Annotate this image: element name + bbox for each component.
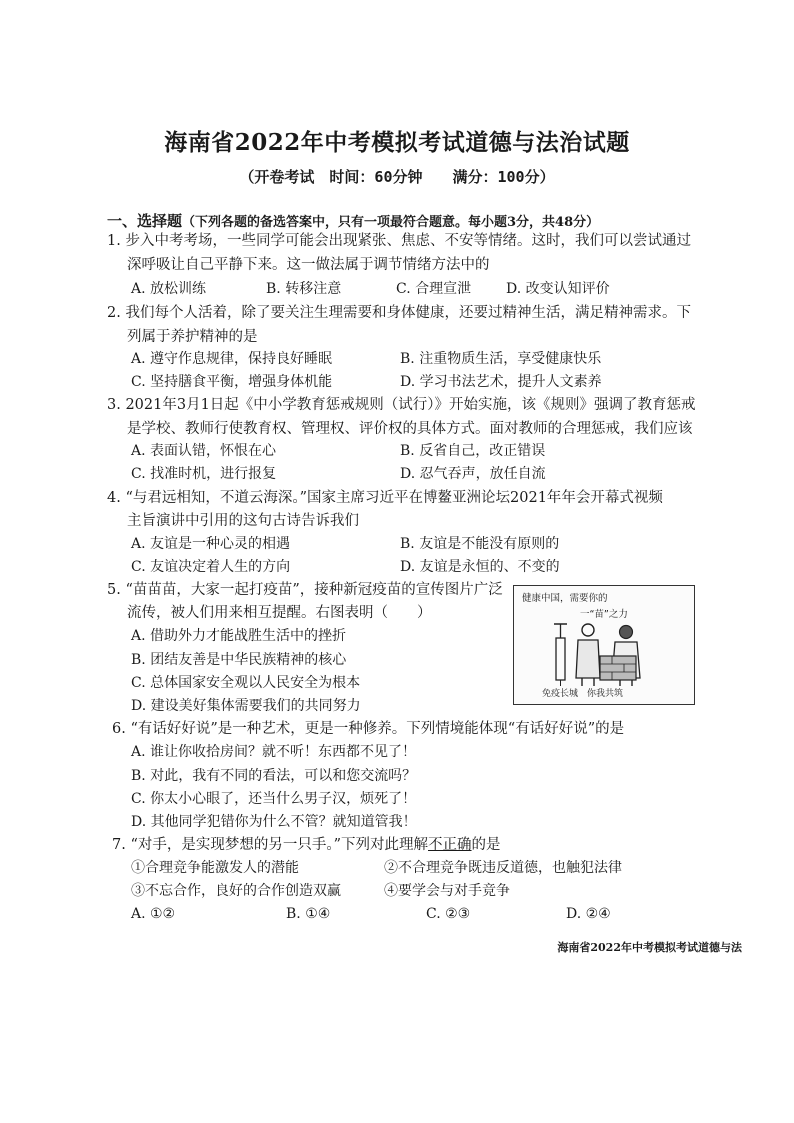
question-text-end: 的是: [471, 837, 501, 853]
poster-caption-bottom: 免疫长城 你我共筑: [542, 689, 624, 699]
statement-3: ③不忘合作，良好的合作创造双赢: [131, 883, 341, 899]
option-b: B. ①④: [286, 906, 331, 922]
question-4-line-2: 主旨演讲中引用的这句古诗告诉我们: [127, 513, 359, 529]
question-number: 1.: [107, 233, 121, 249]
option-c: C. 总体国家安全观以人民安全为根本: [131, 675, 361, 691]
statement-2: ②不合理竞争既违反道德，也触犯法律: [384, 860, 622, 876]
question-text: “有话好好说”是一种艺术，更是一种修养。下列情境能体现“有话好好说”的是: [130, 721, 625, 737]
question-7-line-1: [112, 835, 501, 855]
poster-caption-top: 健康中国，需要你的: [522, 593, 608, 604]
section-heading: [107, 210, 599, 231]
question-1-line-1: [107, 231, 691, 251]
option-b: B. 注重物质生活，享受健康快乐: [400, 351, 602, 367]
question-number: 6.: [112, 721, 126, 737]
question-text: 步入中考考场，一些同学可能会出现紧张、焦虑、不安等情绪。这时，我们可以尝试通过: [125, 233, 691, 249]
option-d: D. 学习书法艺术，提升人文素养: [400, 374, 602, 390]
question-number: 3.: [107, 397, 121, 413]
option-b: B. 团结友善是中华民族精神的核心: [131, 652, 347, 668]
question-number: 2.: [107, 305, 121, 321]
exam-info: （开卷考试 时间：60分钟 满分：100分）: [239, 168, 555, 186]
option-d: D. 建设美好集体需要我们的共同努力: [131, 698, 361, 714]
page-footer: 海南省2022年中考模拟考试道德与法: [557, 941, 742, 954]
question-text: 2021年3月1日起《中小学教育惩戒规则（试行）》开始实施，该《规则》强调了教育惩戒: [125, 397, 696, 413]
question-3-line-1: [107, 395, 696, 415]
question-text: “与君远相知，不道云海深。”国家主席习近平在博鳌亚洲论坛2021年年会开幕式视频: [125, 490, 663, 506]
question-3-line-2: 是学校、教师行使教育权、管理权、评价权的具体方式。面对教师的合理惩戒，我们应该: [127, 421, 693, 437]
option-c: C. 合理宣泄: [396, 281, 472, 297]
option-a: A. 遵守作息规律，保持良好睡眠: [131, 351, 333, 367]
option-c: C. 友谊决定着人生的方向: [131, 559, 291, 575]
question-text: “苗苗苗，大家一起打疫苗”，接种新冠疫苗的宣传图片广泛: [125, 582, 503, 598]
option-a: A. 借助外力才能战胜生活中的挫折: [131, 628, 347, 644]
option-b: B. 友谊是不能没有原则的: [400, 536, 560, 552]
option-c: C. 坚持膳食平衡，增强身体机能: [131, 374, 333, 390]
question-5-line-1: [107, 580, 503, 600]
option-d: D. ②④: [566, 906, 611, 922]
option-d: D. 忍气吞声，放任自流: [400, 466, 546, 482]
option-a: A. 友谊是一种心灵的相遇: [131, 536, 291, 552]
question-5-line-2: 流传，被人们用来相互提醒。右图表明（ ）: [127, 605, 432, 621]
question-2-line-1: [107, 303, 691, 323]
statement-1: ①合理竞争能激发人的潜能: [131, 860, 299, 876]
option-c: C. 你太小心眼了，还当什么男子汉，烦死了！: [131, 791, 417, 807]
question-2-line-2: 列属于养护精神的是: [127, 329, 258, 345]
underlined-keyword: 不正确: [428, 837, 472, 853]
option-c: C. ②③: [426, 906, 471, 922]
vaccine-poster-image: [513, 585, 695, 705]
statement-4: ④要学会与对手竞争: [384, 883, 510, 899]
question-1-line-2: 深呼吸让自己平静下来。这一做法属于调节情绪方法中的: [127, 257, 490, 273]
question-number: 5.: [107, 582, 121, 598]
question-text: “对手，是实现梦想的另一只手。”下列对此理解: [130, 837, 429, 853]
option-d: D. 其他同学犯错你为什么不管？就知道管我！: [131, 814, 417, 830]
option-d: D. 改变认知评价: [506, 281, 610, 297]
option-a: A. 表面认错，怀恨在心: [131, 443, 277, 459]
question-4-line-1: [107, 488, 663, 508]
section-note: （下列各题的备选答案中，只有一项最符合题意。每小题3分，共48分）: [182, 215, 600, 230]
option-c: C. 找准时机，进行报复: [131, 466, 277, 482]
question-6-line-1: [112, 719, 624, 739]
question-number: 7.: [112, 837, 126, 853]
question-text: 我们每个人活着，除了要关注生理需要和身体健康，还要过精神生活，满足精神需求。下: [125, 305, 691, 321]
section-title: 一、选择题: [107, 212, 183, 230]
option-b: B. 对此，我有不同的看法，可以和您交流吗？: [131, 768, 417, 784]
option-a: A. 谁让你收拾房间？就不听！东西都不见了！: [131, 744, 417, 760]
poster-caption-mid: 一“苗”之力: [580, 609, 628, 620]
question-number: 4.: [107, 490, 121, 506]
option-d: D. 友谊是永恒的、不变的: [400, 559, 560, 575]
option-b: B. 转移注意: [266, 281, 342, 297]
option-a: A. ①②: [131, 906, 176, 922]
option-b: B. 反省自己，改正错误: [400, 443, 546, 459]
option-a: A. 放松训练: [131, 281, 207, 297]
page-title: 海南省2022年中考模拟考试道德与法治试题: [164, 129, 630, 156]
